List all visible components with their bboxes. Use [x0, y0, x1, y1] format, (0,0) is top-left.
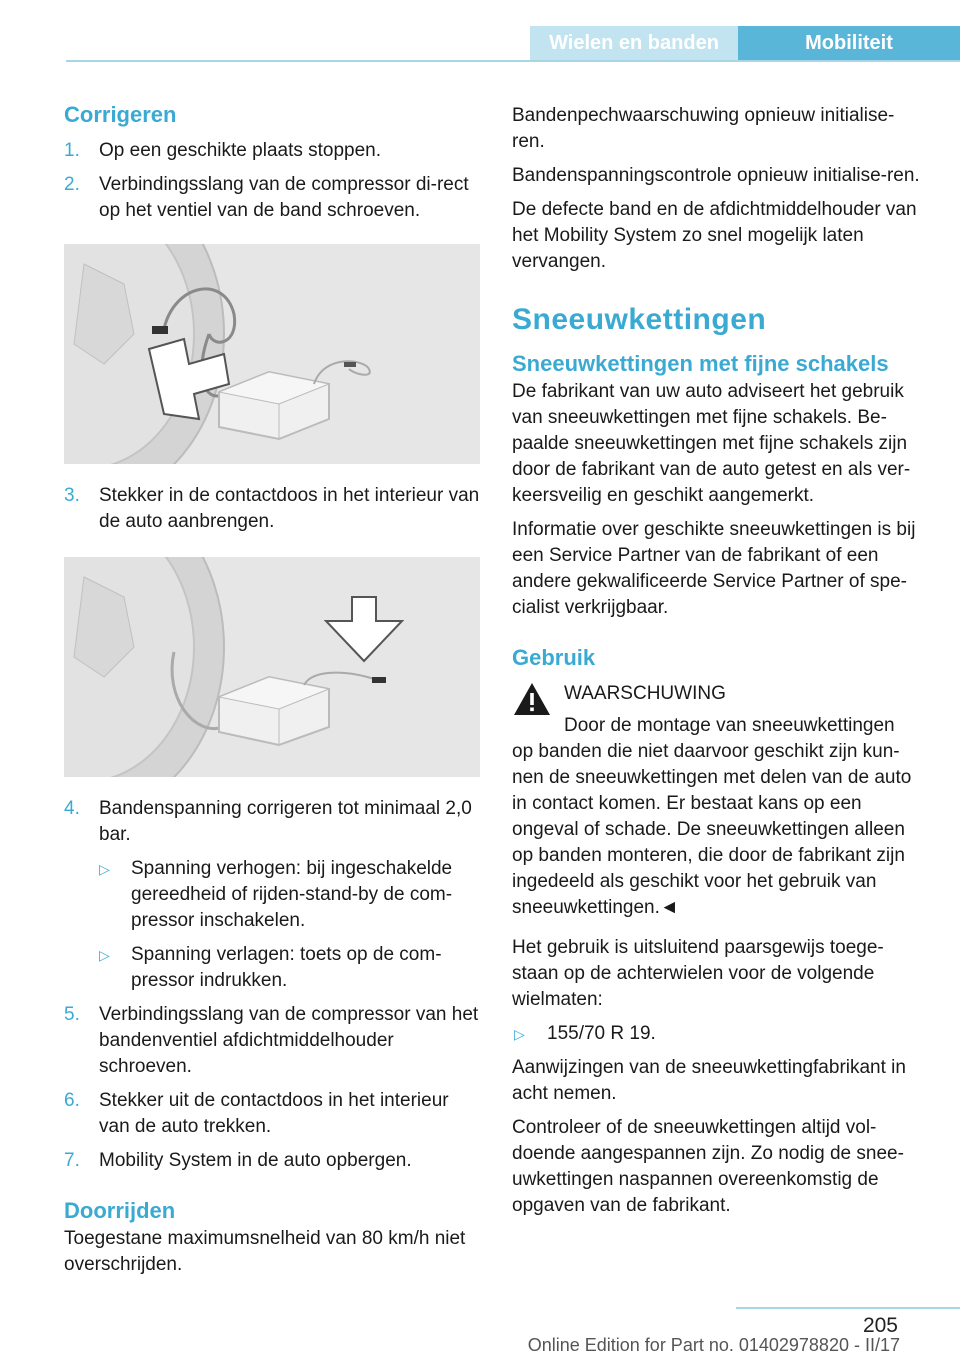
triangle-bullet-icon: ▷ [99, 861, 110, 877]
gebruik-paragraph-2: Aanwijzingen van de sneeuwkettingfabrikant in acht nemen. [512, 1057, 906, 1104]
fijne-paragraph-2: Informatie over geschikte sneeuwkettingen is bij een Service Partner van de fabrikant of een andere gekwalificeerde Service Partner of spe-cialist verkrijgbaar. [512, 519, 916, 618]
step-number: 5. [64, 1004, 80, 1025]
sub-bullet-text: Spanning verlagen: toets op de com-pressor indrukken. [131, 944, 442, 991]
sub-bullet-2 [64, 942, 480, 994]
paragraph-init-spanningscontrole: Bandenspanningscontrole opnieuw initialise-ren. [512, 165, 920, 186]
step-1 [64, 138, 480, 164]
sub-bullet-1 [64, 856, 480, 934]
step-number: 7. [64, 1150, 80, 1171]
step-3 [64, 483, 480, 535]
step-number: 3. [64, 485, 80, 506]
step-2 [64, 172, 480, 224]
sub-bullet-text: Spanning verhogen: bij ingeschakelde gereedheid of rijden-stand-by de com-pressor inschakelen. [131, 858, 453, 931]
compressor-plug-illustration [64, 557, 480, 777]
right-column [512, 103, 926, 1219]
triangle-bullet-icon: ▷ [514, 1026, 525, 1042]
section-title-corrigeren: Corrigeren [64, 102, 177, 127]
step-6 [64, 1088, 480, 1140]
section-title-fijne-schakels: Sneeuwkettingen met fijne schakels [512, 351, 889, 376]
step-4 [64, 796, 480, 848]
paragraph-init-pechwaarschuwing: Bandenpechwaarschuwing opnieuw initialise-ren. [512, 105, 895, 152]
triangle-bullet-icon: ▷ [99, 947, 110, 963]
warning-line-1: Door de montage van sneeuwkettingen [564, 715, 895, 736]
step-number: 1. [64, 140, 80, 161]
step-7 [64, 1148, 480, 1174]
step-number: 6. [64, 1090, 80, 1111]
fijne-paragraph-1: De fabrikant van uw auto adviseert het gebruik van sneeuwkettingen met fijne schakels. Be-paalde sneeuwkettingen met fijne schakels zijn door de fabrikant van de auto getest en als ver-keersveilig en geschikt aangemerkt. [512, 381, 911, 506]
tab-wielen-en-banden[interactable]: Wielen en banden [530, 26, 738, 60]
step-5 [64, 1002, 480, 1080]
section-title-gebruik: Gebruik [512, 645, 596, 670]
step-text: Mobility System in de auto opbergen. [99, 1150, 412, 1171]
header-rule [66, 60, 960, 62]
page-number: 205 [862, 1314, 898, 1337]
step-number: 2. [64, 174, 80, 195]
warning-block [512, 681, 926, 921]
step-number: 4. [64, 798, 80, 819]
paragraph-vervangen: De defecte band en de afdichtmiddelhouder van het Mobility System zo snel mogelijk laten vervangen. [512, 199, 917, 272]
gebruik-paragraph-3: Controleer of de sneeuwkettingen altijd vol-doende aangespannen zijn. Zo nodig de snee-uwkettingen naspannen overeenkomstig de opgaven van de fabrikant. [512, 1117, 904, 1216]
section-title-doorrijden: Doorrijden [64, 1198, 176, 1223]
step-text: Stekker in de contactdoos in het interieur van de auto aanbrengen. [99, 485, 480, 532]
wheel-size-text: 155/70 R 19. [547, 1023, 656, 1044]
warning-text: op banden die niet daarvoor geschikt zijn kun-nen de sneeuwkettingen met delen van de auto in contact komen. Er bestaat kans op een ongeval of schade. De sneeuwkettingen alleen op banden monteren, die door de fabrikant zijn ingedeeld als geschikt voor het gebruik van sneeuwkettingen.◄ [512, 741, 912, 918]
left-column [64, 100, 480, 1278]
edition-footer: Online Edition for Part no. 01402978820 - II/17 [527, 1335, 900, 1355]
warning-triangle-icon [512, 681, 552, 717]
warning-label: WAARSCHUWING [564, 683, 726, 704]
step-text: Verbindingsslang van de compressor di-rect op het ventiel van de band schroeven. [99, 174, 469, 221]
compressor-valve-illustration [64, 244, 480, 464]
step-text: Op een geschikte plaats stoppen. [99, 140, 382, 161]
wheel-size-bullet [512, 1021, 926, 1047]
step-text: Verbindingsslang van de compressor van het bandenventiel afdichtmiddelhouder schroeven. [99, 1004, 479, 1077]
step-text: Stekker uit de contactdoos in het interieur van de auto trekken. [99, 1090, 449, 1137]
gebruik-paragraph-1: Het gebruik is uitsluitend paarsgewijs toege-staan op de achterwielen voor de volgende wielmaten: [512, 937, 884, 1010]
chapter-title-sneeuwkettingen: Sneeuwkettingen [512, 303, 767, 336]
tab-mobiliteit[interactable]: Mobiliteit [738, 26, 960, 60]
step-text: Bandenspanning corrigeren tot minimaal 2,0 bar. [99, 798, 472, 845]
doorrijden-text: Toegestane maximumsnelheid van 80 km/h niet overschrijden. [64, 1228, 466, 1275]
footer-rule [736, 1307, 960, 1309]
